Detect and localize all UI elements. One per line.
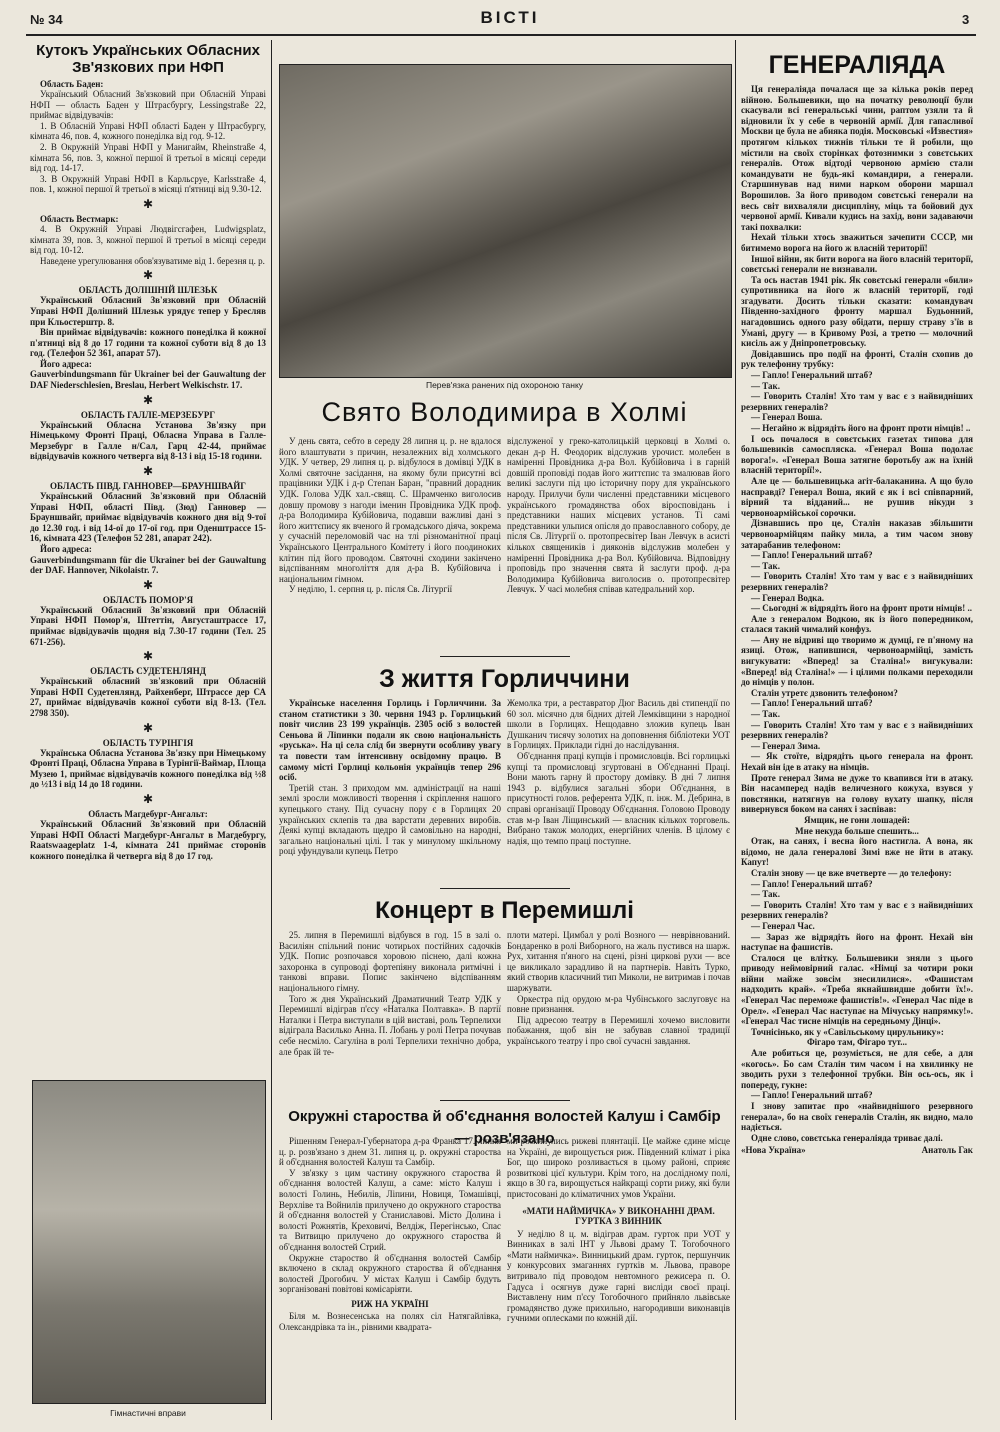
- westmark-heading: Область Вестмарк:: [40, 213, 119, 224]
- gorlice-text-b2: Об'єднання праці купців і промисловців. Всі горлицькі купці та промисловці згуртовані в Об'єднанні Праці. Вони мають гарну й простору домівку. В дні 7 липня 1943 р. відбулися загальні збори Об'єднання, в присутності голов. референта УДК, п. інж. М. Дебрина, в справі організації Проводу Об'єднання. Головою Проводу став м-р Іван Ліщинський — власник кількох торговель. Вибрано також молодих, енергійних членів. В цілому є надія, що темпо праці поступне.: [507, 750, 730, 846]
- gen-p10: — Ану не відриві що творимо ж думці, ге п'яному на язиці. Отож, напившися, червоноармійці, замість вигукувати: «Вперед! за Сталіна!» вигукували: «Вперед! від Сталіна!» — і цілими полками переходили до німців у полон.: [741, 634, 973, 688]
- gen-author: Анатоль Гак: [921, 1145, 973, 1156]
- gen-p8: Дізнавшись про це, Сталін наказав збільшити червоноармійцям пайку мила, а тим часом знову затарабанив телефоном:: [741, 518, 973, 550]
- left-column: [30, 42, 266, 861]
- hanover-text-3: Gauverbindungsmann für die Ukrainer bei der Gauwaltung der DAF. Hannover, Nikolaistr. 7.: [30, 554, 266, 576]
- lsilesia-text-3: Його адреса:: [40, 358, 92, 369]
- gen-d17: — Так.: [751, 889, 780, 900]
- westmark-text-2: Наведене урегулювання обов'язуватиме від 1. березня ц. р.: [40, 255, 265, 266]
- baden-text-3: 2. В Окружній Управі НФП у Манигайм, Rheinstraße 4, кімната 56, пов. 3, кожної першої й третьої в місяці середи від год. 14-17.: [30, 141, 266, 174]
- divider-star: ✱: [142, 464, 154, 479]
- okr-title: Окружні староства й об'єднання волостей Калуш і Самбір — розв'язано: [288, 1108, 721, 1147]
- okr-text-b1: ми розкинулись рижеві плянтації. Це майже єдине місце на Україні, де вирощується риж. Південний клімат і ріка Бог, що широко розливається в цьому районі, сприяє розвиткові цієї культури. Крім того, на дослідному полі, якщо в 30 га, вирощується найкращі сорти рижу, які були пристосовані до кліматичних умов України.: [507, 1136, 730, 1199]
- divider-star: ✱: [142, 392, 154, 407]
- gen-source: «Нова Україна»: [741, 1145, 806, 1156]
- okr-text-a3: Окружне староство й об'єднання волостей Самбір включено в склад окружного староства й об'єднання волостей Дрогобич. У містах Калуш і Самбір будуть зорганізовані повітові комісаріяти.: [279, 1252, 501, 1295]
- okr-text-a1: Рішенням Генерал-Губернатора д-ра Франка 17. липня ц. р. розв'язано з днем 31. липня ц. р. окружні староства й об'єднання волостей Калуш та Самбір.: [279, 1136, 501, 1168]
- gen-p1: Ця генераліяда почалася ще за кілька років перед війною. Большевики, що на початку революції були скасували всі генеральські чини, раптом узяли та й відновили їх у себе в червоній армії. Для гапасливої Москви це була не абияка подія. Московські «Известия» протягом кількох тижнів тільки те й робили, що містили на своїх сторінках фотознимки з совєтських генералів. Отож відтоді червоною армією стали командувати не будь-які командири, а генерали. Старшинував над ними нарком оборони маршал Ворошилов. За його приводом совєтські генерали на весь світ вихваляли дисципліну, міць та бойовий дух червоної армії. Кивали кудись на захід, вони задаваючи такі похвалки:: [741, 84, 973, 232]
- divider-star: ✱: [142, 649, 154, 664]
- concert-title: Концерт в Перемишлі: [375, 897, 634, 924]
- gen-d19: — Генерал Час.: [751, 920, 815, 931]
- concert-text-a2: Того ж дня Український Драматичний Театр УДК у Перемишлі відіграв п'єсу «Наталка Полтавка». В партії Наталки і Петра виступали в цій виставі, роль Терпелихи відіграла Василько Анна. П. Лобань у ролі Петра почував себе несміло. Сагуліна в ролі Терпелихи технічно добра, але брак їй те-: [279, 993, 501, 1057]
- pomor-heading: ОБЛАСТЬ ПОМОР'Я: [102, 594, 194, 605]
- volodymyr-col-b: [507, 436, 730, 595]
- volodymyr-col-a: [279, 436, 501, 595]
- gen-p11: Сталін утретє дзвонить телефоном?: [751, 687, 898, 698]
- gen-d21: — Гапло! Генеральний штаб?: [751, 1090, 873, 1101]
- gorlice-title: З життя Горличчини: [379, 665, 630, 693]
- divider-star: ✱: [142, 720, 154, 735]
- sudet-text-1: Український обласний зв'язковий при Обласній Управі НФП Судетенлянд, Райхенберг, Штрассе дер СА 27, приймає відвідувачів кожної суботи від 8-13. (Тел. 2798 350).: [30, 676, 266, 718]
- baden-heading: Область Баден:: [40, 79, 104, 89]
- concert-text-b2: Оркестра під орудою м-ра Чубінського заслуговує на повне признання.: [507, 993, 730, 1015]
- lsilesia-text-4: Gauverbindungsmann für Ukrainer bei der Gauwaltung der DAF Niederschlesien, Breslau, Herbert Welkischstr. 17.: [30, 369, 266, 391]
- gen-p17: Але робиться це, розуміється, не для себе, а для «когось». Бо сам Сталін тим часом і на хвилинку не зводить рухи з телефонної трубки. Він ось-ось, як і попереду, гукне:: [741, 1048, 973, 1090]
- page-number: 3: [962, 12, 970, 27]
- gen-d16: — Гапло! Генеральний штаб?: [751, 878, 873, 889]
- thur-heading: ОБЛАСТЬ ТУРІНГІЯ: [102, 737, 194, 748]
- volodymyr-title: Свято Володимира в Холмі: [321, 397, 688, 427]
- concert-col-b: [507, 930, 730, 1047]
- pomor-text-1: Український Обласний Зв'язковий при Обласній Управі НФП Помор'я, Штеттін, Августаштрассе 17, приймає відвідувачів щодня від 7.30-17 години (Тел. 25 671-256).: [30, 604, 266, 647]
- concert-text-a1: 25. липня в Перемишлі відбувся в год. 15 в залі о. Василіян спільний понис чотирьох постійних садочків УДК. Попис розпочався хоровою піснею, далі кожна захоронка в супроводі фортепіяну виконала ритмічні і танкові вправи. Попис закінчено відспіванням національного гімну.: [279, 930, 501, 993]
- gen-d14: — Генерал Зима.: [751, 740, 821, 751]
- gymnastics-photo: [32, 1080, 266, 1404]
- gen-p7: Але це — большевицька агіт-балаканина. А що було насправді? Генерал Воша, який є як і всі співпарний, вірний та відданий... не рушив нікуди з червоноармійської сорочки.: [741, 475, 973, 518]
- divider-star: ✱: [142, 268, 154, 283]
- gen-d8: — Говорить Сталін! Хто там у вас є з найвидніших резервних генералів?: [741, 571, 973, 592]
- mat-heading: «МАТИ НАЙМИЧКА» У ВИКОНАННІ ДРАМ. ГУРТКА З ВИННИК: [522, 1205, 715, 1226]
- gen-p12: Проте генерал Зима не дуже то квапився іти в атаку. Він насамперед надів величезного кожуха, взувся у повстянки, натягнув на голову вухату шапку, після вивернувся боком на санях і заспівав:: [741, 772, 973, 815]
- gen-p15: Сталося це влітку. Большевики зняли з цього приводу неймовірний галас. «Німці за чотири роки війни майже зовсім знесилилися». «Фашистам надходить край». «Треба якнайшвидше добити їх!». «Генерал Час переможе фашистів!». «Генерал Час піде в Орел». «Генерал Час наступає на Мічуську напрямку!». «Генерал Час тисне німців на середньому Дінці».: [741, 952, 973, 1027]
- gen-p13: Отак, на санях, і весна його настигла. А вона, як відомо, не дала генералові Зимі вже не йти в атаку. Капут!: [741, 836, 973, 868]
- mat-text-1: У неділю 8 ц. м. відіграв драм. гурток при УОТ у Винниках в залі ІНТ у Львові драму Т. Тогобочного «Мати наймичка». Винницький драм. гурток, першунчик у конкурсових змаганнях гуртків м. Львова, праворе витривало під проводом невтомного режисера п. О. Гадуса і осягнув дуже гарні висліди своєї праці. Виставлену ним п'єсу Тогобочного прийняло львівське громадянство дуже прихильно, нагородивши виконавців гучними оплесками по кожній дії.: [507, 1228, 730, 1324]
- rice-text-1: Біля м. Вознесенська на полях сіл Натягайлівка, Олександрівка та ін., рівними квадрата-: [279, 1310, 501, 1332]
- gorlice-col-b: [507, 698, 730, 846]
- gorlice-col-a: [279, 698, 501, 857]
- left-title: Кутокъ Українських Обласних Зв'язкових при НФП: [36, 42, 260, 76]
- magd-text-1: Український Обласний Зв'язковий при Обласній Управі НФП Області Магдебург-Ангальт в Магдебургу, Raatswaageplatz 1-4, кімната 241 приймає сторонів кожного понеділка й четверга від 8 до 17 год.: [30, 818, 266, 861]
- masthead: ВІСТІ: [480, 8, 540, 27]
- hanover-text-2: Його адреса:: [40, 544, 92, 554]
- gen-d6: — Гапло! Генеральний штаб?: [751, 550, 873, 561]
- okr-text-a2: У зв'язку з цим частину окружного староства й об'єднання волостей Калуш, а саме: місто Калуш і волості Голинь, Небилів, Ліпини, Новиця, Томашівці, Верхліве та Войнилів прилучено до окружного староства й об'єднання волостей у Станиславові. Місто Долина і волості Рожнятів, Креховичі, Велдіж, Перегінсько, Спас та Витвицю прилучено до окружного староства й об'єднання волостей Стрий.: [279, 1167, 501, 1252]
- gen-d5: — Негайно ж відрядіть його на фронт проти німців! ..: [751, 423, 971, 433]
- divider-star: ✱: [142, 791, 154, 806]
- gen-p2: Нехай тільки хтось зважиться зачепити СССР, ми битимемо ворога на його ж власній території!: [741, 232, 973, 253]
- gen-verse-3: Фігаро там, Фігаро тут...: [806, 1037, 908, 1048]
- baden-text-4: 3. В Окружній Управі НФП в Карльсруе, Karlsstraße 4, пов. 1, кожної першої й третьої в місяці п'ятниці від 9.30-12.: [30, 173, 266, 195]
- gen-p3: Іншої війни, як бити ворога на його власній території, совєтські генерали не визнавали.: [741, 253, 973, 275]
- gen-d18: — Говорить Сталін! Хто там у вас є з найвидніших резервних генералів?: [741, 899, 973, 921]
- gen-d9: — Генерал Водка.: [751, 592, 824, 603]
- concert-text-b1: плоти матері. Цимбал у ролі Возного — неврівнований. Бондаренко в ролі Виборного, на жаль пустився на шарж. Рух, хитання п'яного на сцені, різні циркові рухи — все це викликало зарадливо й на партнерів. Навіть Турко, який створив класичний тип Миколи, не витримав і почав шаржувати.: [507, 930, 730, 993]
- gen-p4: Та ось настав 1941 рік. Як совєтські генерали «били» супротивника на його ж власній території, годі згадувати. Досить тільки сказати: командувач Південно-західного фронту маршал Будьонний, нагадовшись одного разу обідати, першу страву з'їв в Умані, другу — в Кривому Розі, а третю — молочний кисіль аж у Дніпропетровську.: [741, 274, 973, 349]
- gen-d3: — Говорить Сталін! Хто там у вас є з найвидніших резервних генералів?: [741, 391, 973, 412]
- baden-text-2: 1. В Обласній Управі НФП області Баден у Штрасбургу, кімната 46, пов. 4, кожного понеділка від год. 9-12.: [30, 120, 266, 142]
- gen-d1: — Гапло! Генеральний штаб?: [751, 370, 873, 381]
- concert-col-a: [279, 930, 501, 1057]
- gen-p19: Одне слово, совєтська генераліяда триває далі.: [751, 1132, 943, 1143]
- gen-p9: Але з генералом Водкою, як із його попередником, сталася такий чималий конфуз.: [741, 613, 973, 635]
- divider-star: ✱: [142, 577, 154, 592]
- volodymyr-text-a1: У день свята, себто в середу 28 липня ц. р. не вдалося його влаштувати з причин, незалежних від холмського УДК. У четвер, 29 липня ц. р. відбулося в домівці УДК в Холмі святочне засідання, на якому були присутні всі працівники УДК і д-р Степан Баран, "правний дорадник УДК. Голова УДК хал.-свящ. С. Шрамченко виголосив довшу промову з нагоди іменин Провідника УДК проф. д-ра Володимира Кубійовича, подавши важливі дані з його життєпису як вченого й громадського діяча, зокрема у сучасній переломовій час на тлі різноманітної праці Українського Центрального Комітету і його поодиноких клітин під його проводом. Святочні сходини закінчено відспіванням многоліття для д-ра В. Кубійовича і національним гімном.: [279, 436, 501, 584]
- hanover-text-1: Український Обласний Зв'язковий при Обласній Управі НФП, області Півд. (Зюд) Ганновер — Брауншвайг, приймає відвідувачів кожного дня від 9-тої до 12.30 год. і від 14-ої до 17-ої год. при Оденштрассе 15-16, кімната 423 (Телефон 52 281, апарат 242).: [30, 491, 266, 544]
- gen-d10: — Сьогодні ж відрядіть його на фронт проти німців! ..: [751, 603, 973, 614]
- gymnastics-caption: Гімнастичні вправи: [110, 1408, 186, 1418]
- gorlice-text-a1: Українське населення Горлиць і Горличчини. За станом статистики з 30. червня 1943 р. Горлицький повіт числив 23 199 українців. 2305 осіб з волостей Сеньова й Ліпинки подали як свою національність «руська». На ці села слід би звернути особливу увагу та повести там інтенсивну освідомну працю. В самому місті Горлиці кольонія українців тепер 296 осіб.: [279, 698, 501, 783]
- divider-star: ✱: [142, 196, 154, 211]
- gen-d2: — Так.: [751, 380, 780, 391]
- gen-p6: І ось почалося в совєтських газетах типова для большевиків самоспляска. «Генерал Воша подолає ворога!». «Генерал Воша затягне боротьбу аж на їхній власній території!».: [741, 433, 973, 476]
- concert-text-b3: Під адресою театру в Перемишлі хочемо висловити побажання, щоб він не забував славної традиції українського театру і про свої сучасні завдання.: [507, 1014, 730, 1046]
- gen-d12: — Так.: [751, 709, 780, 720]
- lsilesia-text-1: Український Обласний Зв'язковий при Обласній Управі НФП Долішний Шлезьк урядує тепер у Бресляв при Кльостерштр. 8.: [30, 295, 266, 327]
- thur-text-1: Українська Обласна Установа Зв'язку при Німецькому Фронті Праці, Обласна Управа в Турінгії-Ваймар, Площа Музею 1, приймає відвідувачів кожного понеділка від ½8 до ½13 і від 14 до 18 години.: [30, 747, 266, 790]
- generaliada-title: ГЕНЕРАЛІЯДА: [768, 51, 946, 79]
- okr-col-a: [279, 1136, 501, 1332]
- tank-photo: [279, 64, 732, 378]
- magd-heading: Область Магдебург-Ангальт:: [88, 808, 208, 819]
- col-rule-2: [735, 40, 736, 1420]
- section-rule: [440, 888, 570, 889]
- gen-d4: — Генерал Воша.: [751, 412, 823, 423]
- gen-verse-2: Мне некуда больше спешить...: [795, 825, 919, 836]
- header-rule: [26, 34, 976, 36]
- gen-p5: Довідавшись про події на фронті, Сталін схопив до рук телефонну трубку:: [741, 348, 973, 370]
- halle-heading: ОБЛАСТЬ ГАЛЛЕ-МЕРЗЕБУРГ: [80, 409, 216, 420]
- gen-d20: — Зараз же відрядіть його на фронт. Нехай він наступає на фашистів.: [741, 931, 973, 953]
- gorlice-text-a2: Третій стан. З приходом мм. адміністрації на наші землі зросли можливості творення і скріплення нашого купецького стану. Під сучасну пору є в Горлицях 20 українських склепів та два варстати деревних виробів. Деякі купці вкладають щедро й самовільно на народні, загально національні цілі. І так у минулому шкільному році уфундували купець Петро: [279, 782, 501, 857]
- volodymyr-text-b1: відслуженої у греко-католицькій церковці в Холмі о. декан д-р Н. Феодорик відслужив урочист. молебен в наміренні Провідника д-ра Вол. Кубійовича і в гарній довшій проповіді подав його життєпис та змалював його великі заслуги під цю історичну пору для українського народу. Прилучи були численні представники місцевого українського громадянства обох віросповідань і представники наших місцевих установ. Ті самі представники ульпися опісля до православного собору, де після Св. Літургії о. протопресвітер Іван Левчук в асисті кількох священиків і дияконів відслужив молебен у наміренні Провідника д-ра Вол. Кубійовича. Відповідну проповідь про значення свята й заслуги проф. д-ра Володимира Кубійовича виголосив о. протопресвітер Левчук. У часі молебня співав катедральний хор.: [507, 436, 730, 595]
- gen-p14: Сталін знову — це вже вчетверте — до телефону:: [751, 867, 952, 878]
- right-column: [741, 50, 973, 1155]
- tank-photo-caption: Перев'язка ранених під охороною танку: [425, 380, 584, 390]
- gen-d11: — Гапло! Генеральний штаб?: [751, 698, 873, 709]
- gen-p18: І знову запитає про «найвиднішого резервного генерала», бо на своїх генералів Сталін, як видно, мало надіється.: [741, 1101, 973, 1133]
- issue-number: № 34: [30, 12, 63, 27]
- section-rule: [440, 1100, 570, 1101]
- gorlice-text-b1: Жемолка три, а реставратор Дюг Василь дві стипендії по 60 зол. місячно для бідних дітей Лемківщини з народної школи в Горлицях. Нещодавно зложив купець Іван Душканич тисячу золотих на доповнення бібліотеки УОТ в Горлицях. Приклади гідні до наслідування.: [507, 698, 730, 751]
- halle-text-1: Український Обласна Установа Зв'язку при Німецькому Фронті Праці, Обласна Управа в Галле-Мерзебург в Галле н/Сал, Гарц 42-44, приймає відвідувачів кожного четверга від 8-13 і від 15-18 години.: [30, 419, 266, 462]
- gen-d13: — Говорить Сталін! Хто там у вас є з найвидніших резервних генералів?: [741, 719, 973, 741]
- sudet-heading: ОБЛАСТЬ СУДЕТЕНЛЯНД: [90, 666, 206, 677]
- section-rule: [440, 656, 570, 657]
- gen-verse-1: Ямщик, не гони лошадей:: [804, 814, 910, 825]
- volodymyr-text-a2: У неділю, 1. серпня ц. р. після Св. Літургії: [289, 584, 453, 595]
- westmark-text-1: 4. В Окружній Управі Людвігсгафен, Ludwigsplatz, кімната 39, пов. 3, кожної першої й третьої в місяці середи від год. 10-12.: [30, 223, 266, 256]
- okr-col-b: [507, 1136, 730, 1324]
- lsilesia-text-2: Він приймає відвідувачів: кожного понеділка й кожної п'ятниці від 8 до 17 години та кожної суботи від 8 до 13 год. (Телефон 52 361, апарат 57).: [30, 327, 266, 359]
- hanover-heading: ОБЛАСТЬ ПІВД. ГАННОВЕР—БРАУНШВАЙГ: [50, 481, 246, 492]
- col-rule-1: [271, 40, 272, 1420]
- gen-p16: Точнісінько, як у «Савільському цирульнику»:: [751, 1026, 944, 1037]
- baden-text-1: Український Обласний Зв'язковий при Обласній Управі НФП — область Баден у Штрасбургу, Lessingstraße 22, приймає відвідувачів:: [30, 89, 266, 121]
- lsilesia-heading: ОБЛАСТЬ ДОЛІШНІЙ ШЛЕЗЬК: [78, 285, 218, 296]
- rice-heading: РИЖ НА УКРАЇНІ: [351, 1298, 429, 1309]
- gen-d7: — Так.: [751, 560, 780, 571]
- gen-d15: — Як стоїте, відрядіть цього генерала на фронт. Нехай він іде в атаку на німців.: [741, 751, 973, 772]
